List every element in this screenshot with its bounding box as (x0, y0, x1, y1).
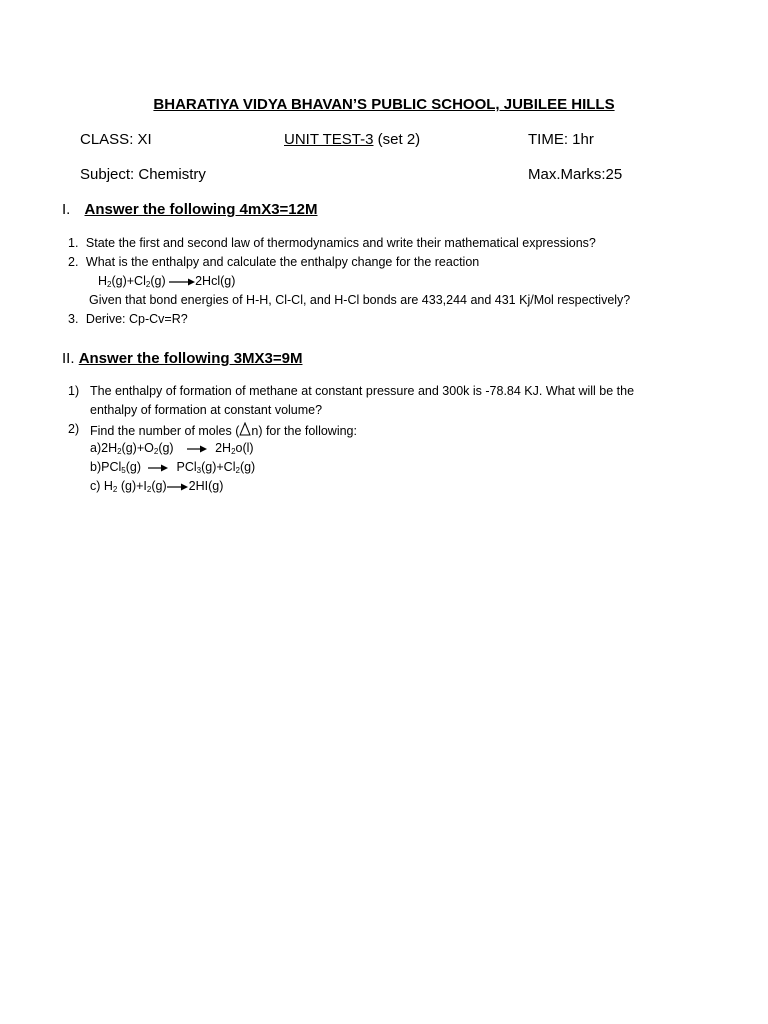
formula-part: (g) (239, 460, 256, 474)
subscript: 2 (146, 485, 152, 494)
subscript: 5 (121, 466, 126, 475)
question-1-1 (68, 236, 596, 250)
test-set: (set 2) (377, 131, 421, 148)
reaction-a (90, 441, 254, 455)
subscript: 2 (107, 280, 112, 289)
formula-part: (g)+I (117, 479, 147, 493)
school-title: BHARATIYA VIDYA BHAVAN’S PUBLIC SCHOOL, JUBILEE HILLS (153, 96, 615, 113)
formula-part: (g) (125, 460, 141, 474)
formula-part: 2H (215, 441, 232, 455)
question-text: n) for the following: (251, 424, 357, 438)
subject-label: Subject: Chemistry (80, 166, 206, 183)
question-2-2 (90, 422, 357, 438)
arrow-right-icon (169, 278, 195, 286)
subscript: 2 (235, 466, 240, 475)
subscript: 2 (145, 280, 151, 289)
arrow-right-icon (148, 464, 170, 472)
arrow-right-icon (185, 445, 209, 453)
formula-part: 2HI(g) (188, 479, 224, 493)
given-data: Given that bond energies of H-H, Cl-Cl, and H-Cl bonds are 433,244 and 431 Kj/Mol respectively? (89, 293, 631, 307)
subscript: 3 (196, 466, 202, 475)
question-number: 1. (68, 236, 79, 250)
formula-part: (g)+Cl (111, 274, 146, 288)
question-2-1-num: 1) (68, 384, 80, 398)
question-number: 2. (68, 255, 79, 269)
section-1-heading (62, 201, 317, 218)
question-text: Find the number of moles ( (90, 424, 240, 438)
reaction-c (90, 479, 223, 493)
formula-part: 2Hcl(g) (195, 274, 236, 288)
section-1-numeral: I. (62, 201, 71, 218)
formula-part: H (98, 274, 108, 288)
test-name: UNIT TEST-3 (284, 131, 374, 148)
section-2-title: Answer the following 3MX3=9M (78, 350, 303, 367)
question-1-2 (68, 255, 479, 269)
question-number: 3. (68, 312, 79, 326)
arrow-right-icon (167, 483, 189, 491)
subscript: 2 (117, 447, 122, 456)
formula-part: (g)+O (121, 441, 154, 455)
formula-part: a)2H (90, 441, 118, 455)
section-1-title: Answer the following 4mX3=12M (84, 201, 318, 218)
max-marks-label: Max.Marks:25 (528, 166, 623, 183)
question-text: Derive: Cp-Cv=R? (85, 312, 188, 326)
subscript: 2 (231, 447, 236, 456)
question-text: State the first and second law of thermodynamics and write their mathematical expressions? (85, 236, 596, 250)
formula-part: PCl (176, 460, 197, 474)
subscript: 2 (153, 447, 159, 456)
section-2-numeral: II. (62, 350, 75, 367)
reaction-1 (98, 274, 235, 288)
formula-part: (g) (151, 479, 167, 493)
formula-part: (g)+Cl (201, 460, 236, 474)
question-2-2-num: 2) (68, 422, 80, 436)
section-2-heading (62, 350, 302, 367)
question-1-3 (68, 312, 188, 326)
test-label (284, 131, 420, 148)
formula-part: c) H (90, 479, 113, 493)
question-text: What is the enthalpy and calculate the enthalpy change for the reaction (85, 255, 480, 269)
delta-icon (239, 422, 251, 436)
reaction-b (90, 460, 255, 474)
formula-part: (g) (158, 441, 174, 455)
time-label: TIME: 1hr (528, 131, 594, 148)
formula-part: (g) (150, 274, 166, 288)
formula-part: b)PCl (90, 460, 122, 474)
question-2-1-line1: The enthalpy of formation of methane at constant pressure and 300k is -78.84 KJ. What will be the (90, 384, 635, 398)
formula-part: o(l) (235, 441, 254, 455)
question-2-1-line2: enthalpy of formation at constant volume? (90, 403, 323, 417)
subscript: 2 (112, 485, 118, 494)
class-label: CLASS: XI (80, 131, 152, 148)
